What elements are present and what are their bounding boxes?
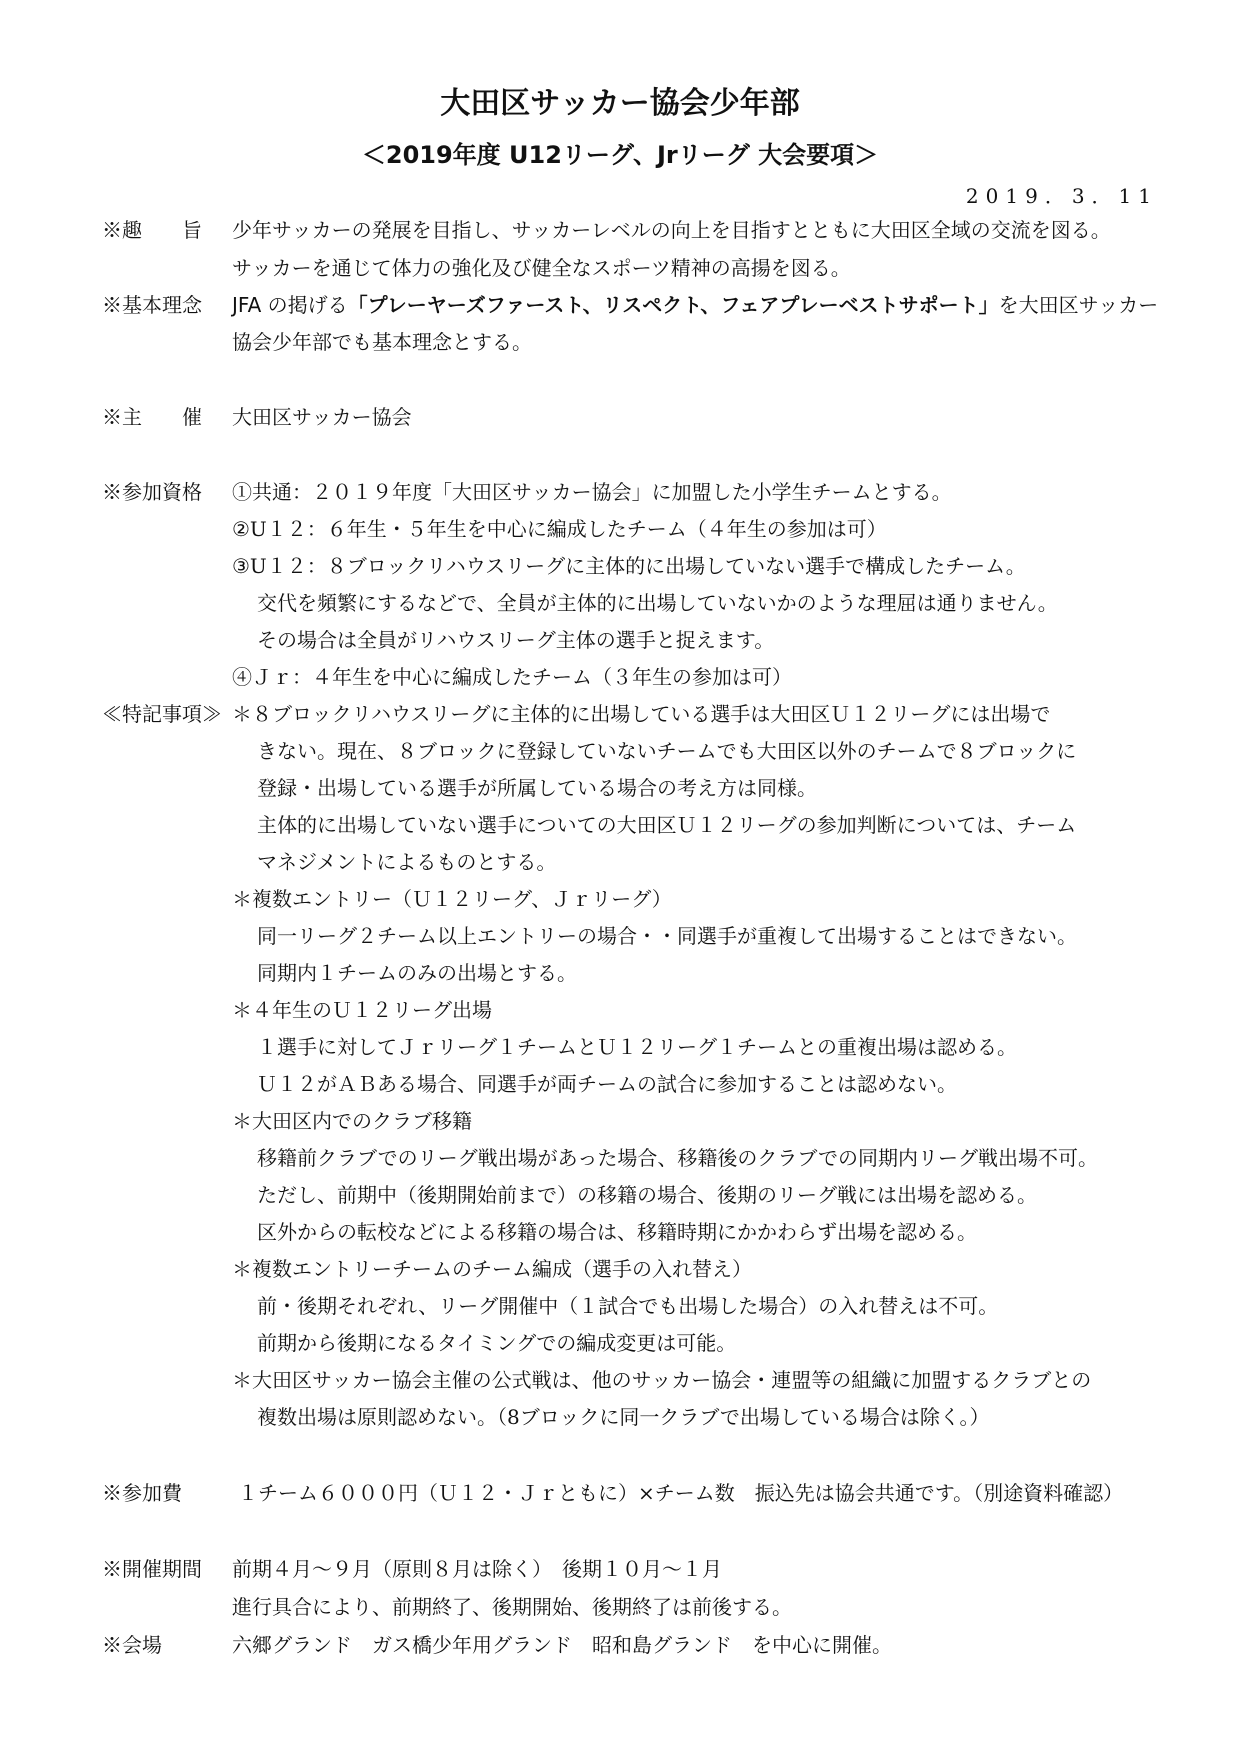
notes-first-line: ＊８ブロックリハウスリーグに主体的に出場している選手は大田区Ｕ１２リーグには出場で [232,702,1051,726]
notes-line: 前期から後期になるタイミングでの編成変更は可能。 [257,1331,737,1355]
notes-line: 前・後期それぞれ、リーグ開催中（１試合でも出場した場合）の入れ替えは不可。 [257,1294,999,1318]
eligibility-line-6: ④Ｊｒ：４年生を中心に編成したチーム（３年生の参加は可） [232,665,792,689]
fee-value: １チーム６０００円（Ｕ１２・Ｊｒともに）×チーム数 振込先は協会共通です。（別途資料確認） [238,1481,1124,1505]
eligibility-line-3: ③U１２：８ブロックリハウスリーグに主体的に出場していない選手で構成したチーム。 [232,554,1026,578]
notes-line: マネジメントによるものとする。 [257,850,557,874]
notes-line: 主体的に出場していない選手についての大田区Ｕ１２リーグの参加判断については、チーム [257,813,1077,837]
philosophy-line-2: 協会少年部でも基本理念とする。 [232,330,532,354]
notes-heading: ＊複数エントリーチームのチーム編成（選手の入れ替え） [232,1257,752,1281]
notes-heading: ＊４年生のＵ１２リーグ出場 [232,998,492,1022]
page-subtitle: ＜2019年度 U12リーグ、Jrリーグ 大会要項＞ [361,141,879,169]
organizer-value: 大田区サッカー協会 [232,405,412,429]
philosophy-label: ※基本理念 [102,293,202,317]
notes-heading: ＊大田区サッカー協会主催の公式戦は、他のサッカー協会・連盟等の組織に加盟するクラブとの [232,1368,1092,1392]
eligibility-line-5: その場合は全員がリハウスリーグ主体の選手と捉えます。 [257,628,775,652]
period-line-1: 前期４月～９月（原則８月は除く） 後期１０月～１月 [232,1557,722,1581]
eligibility-line-4: 交代を頻繁にするなどで、全員が主体的に出場していないかのような理屈は通りません。 [257,591,1058,615]
notes-line: きない。現在、８ブロックに登録していないチームでも大田区以外のチームで８ブロックに [257,739,1077,763]
purpose-line-1: 少年サッカーの発展を目指し、サッカーレベルの向上を目指すとともに大田区全域の交流を図る。 [232,218,1111,242]
notes-line: 同期内１チームのみの出場とする。 [257,961,577,985]
notes-heading: ＊大田区内でのクラブ移籍 [232,1109,472,1133]
notes-line: 区外からの転校などによる移籍の場合は、移籍時期にかかわらず出場を認める。 [257,1220,977,1244]
notes-line: 登録・出場している選手が所属している場合の考え方は同様。 [257,776,817,800]
philosophy-bold: 「プレーヤーズファースト、リスペクト、フェアプレーベストサポート」 [347,293,999,317]
purpose-label: ※趣 旨 [102,218,202,242]
period-label: ※開催期間 [102,1557,202,1581]
eligibility-label: ※参加資格 [102,480,202,504]
notes-heading: ＊複数エントリー（Ｕ１２リーグ、Ｊｒリーグ） [232,887,672,911]
document-date: 2019．3．11 [965,184,1158,208]
notes-line: 移籍前クラブでのリーグ戦出場があった場合、移籍後のクラブでの同期内リーグ戦出場不可。 [257,1146,1098,1170]
philosophy-pre: JFA の掲げる [232,293,348,317]
organizer-label: ※主 催 [102,405,202,429]
notes-line: １選手に対してＪｒリーグ１チームとＵ１２リーグ１チームとの重複出場は認める。 [257,1035,1017,1059]
philosophy-post: を大田区サッカー [998,293,1159,317]
purpose-line-2: サッカーを通じて体力の強化及び健全なスポーツ精神の高揚を図る。 [232,256,851,280]
eligibility-line-2: ②U１２：６年生・５年生を中心に編成したチーム（４年生の参加は可） [232,517,887,541]
notes-line: ただし、前期中（後期開始前まで）の移籍の場合、後期のリーグ戦には出場を認める。 [257,1183,1037,1207]
philosophy-line-1 [232,287,1158,323]
notes-label: ≪特記事項≫ [102,702,222,726]
period-line-2: 進行具合により、前期終了、後期開始、後期終了は前後する。 [232,1595,792,1619]
venue-label: ※会場 [102,1633,162,1657]
page-title: 大田区サッカー協会少年部 [440,86,800,121]
notes-line: 複数出場は原則認めない。（8ブロックに同一クラブで出場している場合は除く。） [257,1405,990,1429]
eligibility-line-1: ①共通：２０１９年度「大田区サッカー協会」に加盟した小学生チームとする。 [232,480,952,504]
fee-label: ※参加費 [102,1481,182,1505]
notes-line: 同一リーグ２チーム以上エントリーの場合・・同選手が重複して出場することはできない。 [257,924,1077,948]
venue-value: 六郷グランド ガス橋少年用グランド 昭和島グランド を中心に開催。 [232,1633,892,1657]
notes-line: Ｕ１２がＡＢある場合、同選手が両チームの試合に参加することは認めない。 [257,1072,957,1096]
